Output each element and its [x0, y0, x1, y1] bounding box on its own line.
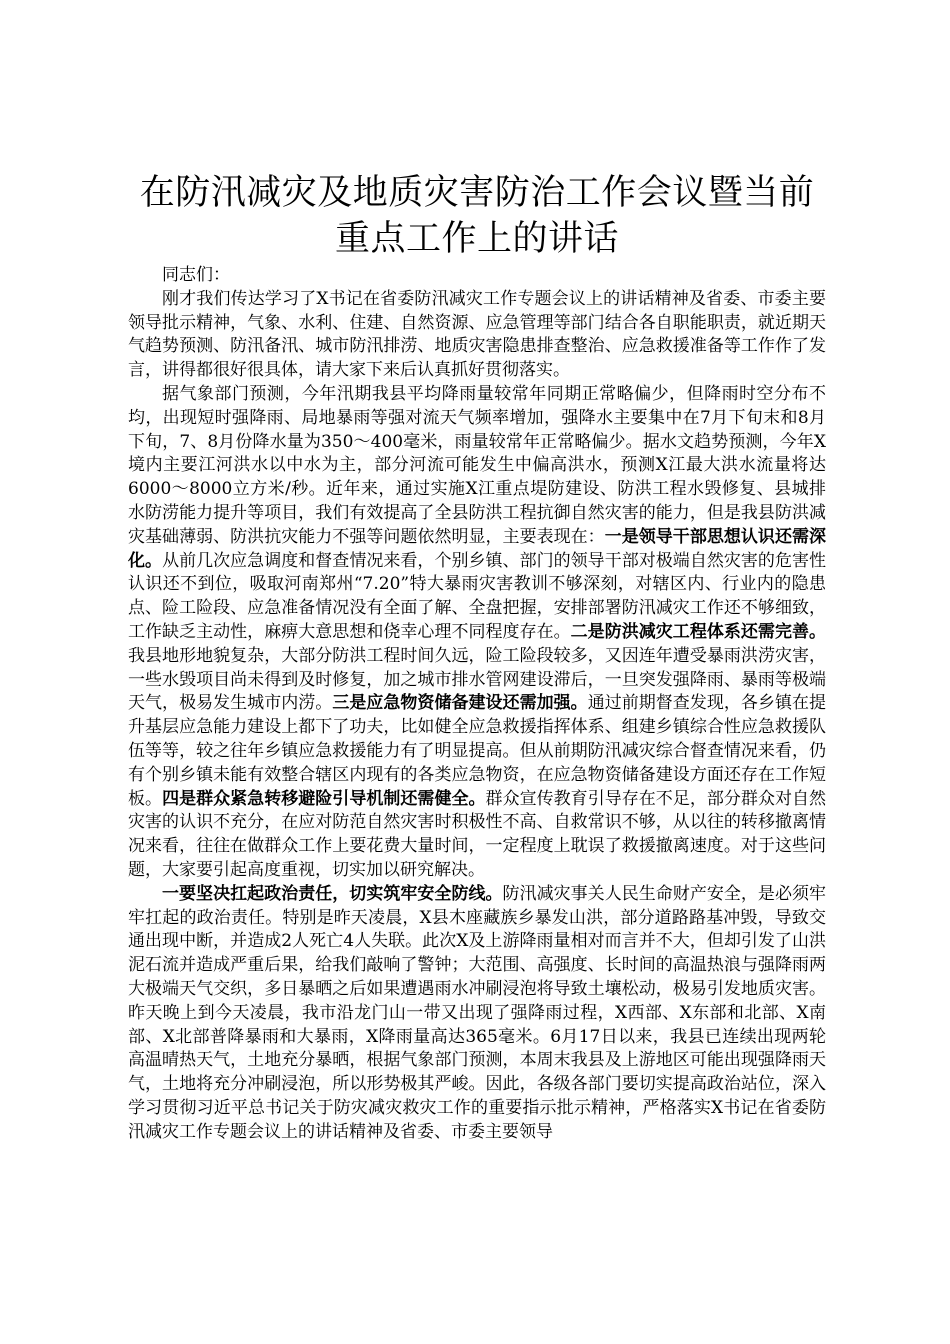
salutation: 同志们： [162, 265, 230, 285]
paragraph-2-text-3: 我县地形地貌复杂，大部分防洪工程时间久远，险工险段较多，又因连年遭受暴雨洪涝灾害，一些水毁项目尚未得到及时修复，加之城市排水管网建设滞后，一旦突发强降雨、暴雨等极端天气，极易发生城市内涝。 [128, 645, 826, 714]
paragraph-2 [128, 383, 826, 883]
document-body [128, 264, 826, 1144]
paragraph-3-text-1: 防汛减灾事关人民生命财产安全，是必须牢牢扛起的政治责任。特别是昨天凌晨，X县木座藏族乡暴发山洪，部分道路路基冲毁，导致交通出现中断，并造成2人死亡4人失联。此次X及上游降雨量相对而言并不大，但却引发了山洪泥石流并造成严重后果，给我们敲响了警钟；大范围、高强度、长时间的高温热浪与强降雨两大极端天气交织，多日暴晒之后如果遭遇雨水冲刷浸泡将导致土壤松动，极易引发地质灾害。昨天晚上到今天凌晨，我市沿龙门山一带又出现了强降雨过程，X西部、X东部和北部、X南部、X北部普降暴雨和大暴雨，X降雨量高达365毫米。6月17日以来，我县已连续出现两轮高温晴热天气，土地充分暴晒，根据气象部门预测，本周末我县及上游地区可能出现强降雨天气，土地将充分冲刷浸泡，所以形势极其严峻。因此，各级各部门要切实提高政治站位，深入学习贯彻习近平总书记关于防灾减灾救灾工作的重要指示批示精神，严格落实X书记在省委防汛减灾工作专题会议上的讲话精神及省委、市委主要领导 [128, 883, 827, 1142]
document-title: 在防汛减灾及地质灾害防治工作会议暨当前重点工作上的讲话 [139, 173, 815, 259]
paragraph-2-heading-4: 四是群众紧急转移避险引导机制还需健全。 [162, 788, 486, 809]
paragraph-2-heading-2: 二是防洪减灾工程体系还需完善。 [570, 621, 827, 642]
paragraph-2-text-5: 群众宣传教育引导存在不足，部分群众对自然灾害的认识不充分，在应对防范自然灾害时积极性不高、自救常识不够，从以往的转移撤离情况来看，往往在做群众工作上要花费大量时间，一定程度上耽误了救援撤离速度。对于这些问题，大家要引起高度重视，切实加以研究解决。 [128, 788, 827, 880]
paragraph-2-heading-1: 一是领导干部思想认识还需深化。 [128, 526, 827, 571]
paragraph-3 [128, 883, 826, 1145]
document-page [128, 170, 826, 1144]
paragraph-2-text-4: 通过前期督查发现，各乡镇在提升基层应急能力建设上都下了功夫，比如健全应急救援指挥体系、组建乡镇综合性应急救援队伍等等，较之往年乡镇应急救援能力有了明显提高。但从前期防汛减灾综合督查情况来看，仍有个别乡镇未能有效整合辖区内现有的各类应急物资，在应急物资储备建设方面还存在工作短板。 [128, 693, 827, 809]
paragraph-2-text-2: 从前几次应急调度和督查情况来看，个别乡镇、部门的领导干部对极端自然灾害的危害性认识还不到位，吸取河南郑州“7.20”特大暴雨灾害教训不够深刻，对辖区内、行业内的隐患点、险工险段、应急准备情况没有全面了解、全盘把握，安排部署防汛减灾工作还不够细致，工作缺乏主动性，麻痹大意思想和侥幸心理不同程度存在。 [128, 550, 827, 642]
paragraph-3-heading-1: 一要坚决扛起政治责任，切实筑牢安全防线。 [162, 883, 503, 904]
paragraph-2-heading-3: 三是应急物资储备建设还需加强。 [332, 693, 588, 714]
paragraph-2-text-1: 据气象部门预测，今年汛期我县平均降雨量较常年同期正常略偏少，但降雨时空分布不均，出现短时强降雨、局地暴雨等强对流天气频率增加，强降水主要集中在7月下旬末和8月下旬，7、8月份降水量为350～400毫米，雨量较常年正常略偏少。据水文趋势预测，今年X境内主要江河洪水以中水为主，部分河流可能发生中偏高洪水，预测X江最大洪水流量将达6000～8000立方米/秒。近年来，通过实施X江重点堤防建设、防洪工程水毁修复、县城排水防涝能力提升等项目，我们有效提高了全县防洪工程抗御自然灾害的能力，但是我县防洪减灾基础薄弱、防洪抗灾能力不强等问题依然明显，主要表现在： [128, 383, 826, 547]
paragraph-1: 刚才我们传达学习了X书记在省委防汛减灾工作专题会议上的讲话精神及省委、市委主要领导批示精神，气象、水利、住建、自然资源、应急管理等部门结合各自职能职责，就近期天气趋势预测、防汛备汛、城市防汛排涝、地质灾害隐患排查整治、应急救援准备等工作作了发言，讲得都很好很具体，请大家下来后认真抓好贯彻落实。 [128, 288, 826, 381]
